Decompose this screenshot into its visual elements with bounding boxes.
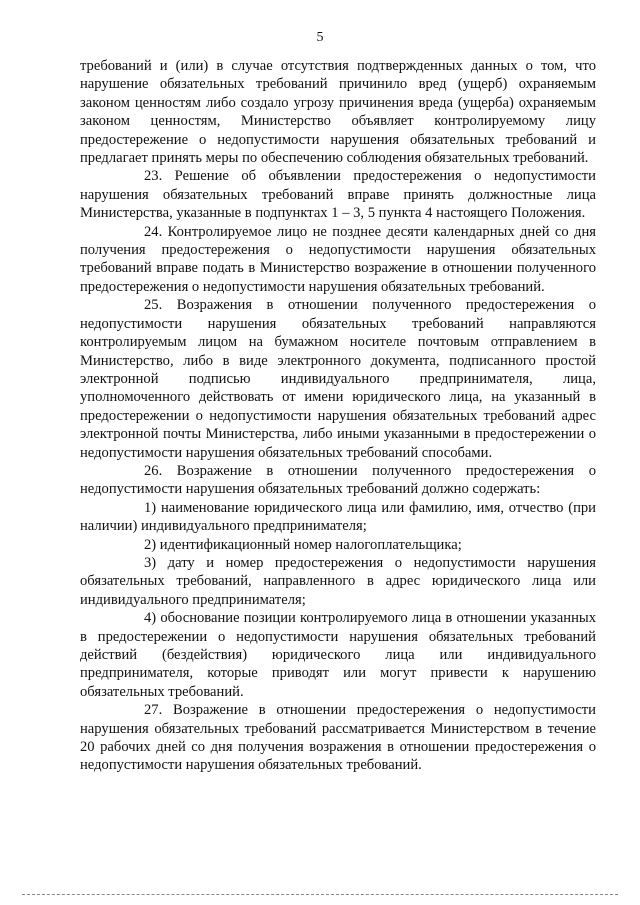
paragraph-23: 23. Решение об объявлении предостережения о недопустимости нарушения обязательных требований вправе принять должностные лица Министерства, указанные в подпунктах 1 – 3, 5 пункта 4 настоящего Положения. xyxy=(80,168,596,222)
page-number: 5 xyxy=(316,30,324,45)
list-item-4: 4) обоснование позиции контролируемого лица в отношении указанных в предостережении о недопустимости нарушения обязательных требований действий (бездействия) юридического лица или индивидуального предпринимателя, которые приводят или могут привести к нарушению обязательных требований. xyxy=(80,610,596,700)
paragraph-25: 25. Возражения в отношении полученного предостережения о недопустимости нарушения обязательных требований направляются контролируемым лицом на бумажном носителе почтовым отправлением в Министерство, либо в виде электронного документа, подписанного простой электронной подписью индивидуального предпринимателя, лица, уполномоченного действовать от имени юридического лица, на указанный в предостережении о недопустимости нарушения обязательных требований адрес электронной почты Министерства, либо иными указанными в предостережении о недопустимости нарушения обязательных требований способами. xyxy=(80,297,596,461)
paragraph-26: 26. Возражение в отношении полученного предостережения о недопустимости нарушения обязательных требований должно содержать: xyxy=(80,462,596,498)
list-item-2: 2) идентификационный номер налогоплательщика; xyxy=(144,536,462,553)
list-item-1: 1) наименование юридического лица или фамилию, имя, отчество (при наличии) индивидуального предпринимателя; xyxy=(80,499,596,535)
paragraph-continuation: требований и (или) в случае отсутствия подтвержденных данных о том, что нарушение обязательных требований причинило вред (ущерб) охраняемым законом ценностям либо создало угрозу причинения вреда (ущерба) охраняемым законом ценностям, Министерство объявляет контролируемому лицу предостережение о недопустимости нарушения обязательных требований и предлагает принять меры по обеспечению соблюдения обязательных требований. xyxy=(80,58,596,167)
document-body xyxy=(80,57,596,775)
list-item-3: 3) дату и номер предостережения о недопустимости нарушения обязательных требований, направленного в адрес юридического лица или индивидуального предпринимателя; xyxy=(80,554,596,608)
paragraph-27: 27. Возражение в отношении предостережения о недопустимости нарушения обязательных требований рассматривается Министерством в течение 20 рабочих дней со дня получения возражения в отношении предостережения о недопустимости нарушения обязательных требований. xyxy=(80,702,596,774)
footer-divider xyxy=(22,894,618,895)
paragraph-24: 24. Контролируемое лицо не позднее десяти календарных дней со дня получения предостережения о недопустимости нарушения обязательных требований вправе подать в Министерство возражение в отношении полученного предостережения о недопустимости нарушения обязательных требований. xyxy=(80,223,596,295)
